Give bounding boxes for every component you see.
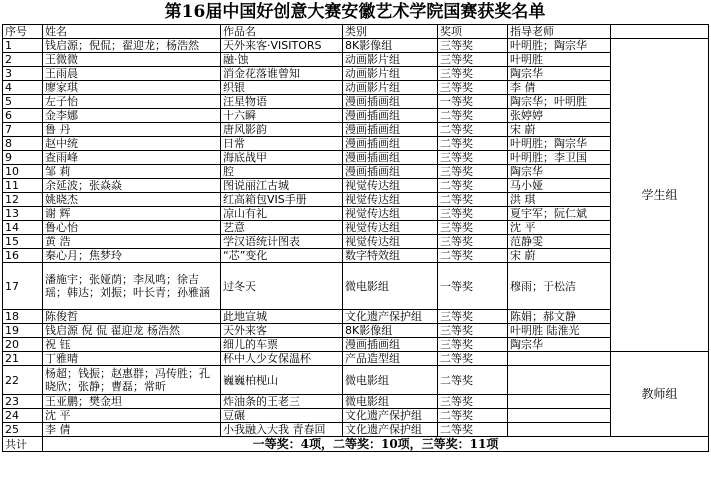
cell-work: 小我融入大我 青春回 [221, 423, 343, 437]
table-row [3, 366, 709, 395]
cell-work: 融·蚀 [221, 53, 343, 67]
cell-name: 邹 莉 [43, 165, 221, 179]
cell-category: 产品造型组 [343, 352, 438, 366]
cell-no: 19 [3, 324, 43, 338]
total-label: 共计 [3, 437, 43, 452]
cell-teacher: 李 倩 [508, 81, 611, 95]
cell-no: 13 [3, 207, 43, 221]
cell-award: 二等奖 [438, 423, 508, 437]
table-row [3, 95, 709, 109]
cell-work: 汪星物语 [221, 95, 343, 109]
cell-award: 三等奖 [438, 395, 508, 409]
cell-award: 三等奖 [438, 221, 508, 235]
cell-teacher: 叶明胜；陶宗华 [508, 137, 611, 151]
cell-category: 文化遗产保护组 [343, 310, 438, 324]
cell-no: 24 [3, 409, 43, 423]
cell-work: 海底战甲 [221, 151, 343, 165]
cell-category: 微电影组 [343, 366, 438, 395]
cell-category: 数字特效组 [343, 249, 438, 263]
table-row [3, 249, 709, 263]
cell-name: 查雨峰 [43, 151, 221, 165]
cell-category: 8K影像组 [343, 39, 438, 53]
table-row [3, 137, 709, 151]
cell-work: 炸油条的王老三 [221, 395, 343, 409]
cell-award: 三等奖 [438, 235, 508, 249]
cell-no: 25 [3, 423, 43, 437]
cell-name: 秦心月；焦梦玲 [43, 249, 221, 263]
table-row [3, 109, 709, 123]
cell-teacher: 马小娅 [508, 179, 611, 193]
cell-teacher: 沈 平 [508, 221, 611, 235]
cell-category: 视觉传达组 [343, 207, 438, 221]
cell-teacher [508, 352, 611, 366]
cell-teacher: 宋 蔚 [508, 249, 611, 263]
cell-category: 漫画插画组 [343, 123, 438, 137]
cell-teacher: 范静雯 [508, 235, 611, 249]
cell-award: 三等奖 [438, 165, 508, 179]
cell-name: 赵中统 [43, 137, 221, 151]
cell-no: 11 [3, 179, 43, 193]
cell-award: 一等奖 [438, 95, 508, 109]
cell-award: 三等奖 [438, 81, 508, 95]
cell-teacher [508, 366, 611, 395]
table-row [3, 207, 709, 221]
cell-no: 15 [3, 235, 43, 249]
cell-teacher [508, 409, 611, 423]
cell-name: 钱启源；倪侃；翟迎龙；杨浩然 [43, 39, 221, 53]
cell-name: 余延波；张焱焱 [43, 179, 221, 193]
cell-no: 6 [3, 109, 43, 123]
cell-teacher: 陈娟；郝文静 [508, 310, 611, 324]
cell-no: 12 [3, 193, 43, 207]
cell-category: 动画影片组 [343, 67, 438, 81]
cell-work: 消金花落谁曾知 [221, 67, 343, 81]
table-row [3, 324, 709, 338]
cell-teacher: 夏宇军；阮仁斌 [508, 207, 611, 221]
header-name: 姓名 [43, 25, 221, 39]
table-row [3, 221, 709, 235]
header-work: 作品名 [221, 25, 343, 39]
cell-teacher: 张婷婷 [508, 109, 611, 123]
table-row [3, 395, 709, 409]
table-row [3, 409, 709, 423]
cell-work: 织银 [221, 81, 343, 95]
table-row [3, 151, 709, 165]
cell-teacher: 洪 琪 [508, 193, 611, 207]
cell-name: 沈 平 [43, 409, 221, 423]
cell-award: 三等奖 [438, 207, 508, 221]
cell-teacher [508, 423, 611, 437]
cell-award: 三等奖 [438, 39, 508, 53]
cell-name: 陈俊哲 [43, 310, 221, 324]
cell-no: 5 [3, 95, 43, 109]
cell-work: 唐风影韵 [221, 123, 343, 137]
cell-teacher: 陶宗华 [508, 165, 611, 179]
cell-name: 姚晓杰 [43, 193, 221, 207]
header-category: 类别 [343, 25, 438, 39]
cell-teacher: 陶宗华 [508, 338, 611, 352]
cell-name: 钱启源 倪 侃 翟迎龙 杨浩然 [43, 324, 221, 338]
cell-no: 9 [3, 151, 43, 165]
cell-category: 漫画插画组 [343, 165, 438, 179]
cell-award: 二等奖 [438, 123, 508, 137]
cell-category: 视觉传达组 [343, 193, 438, 207]
cell-name: 鲁心怡 [43, 221, 221, 235]
cell-teacher: 宋 蔚 [508, 123, 611, 137]
cell-award: 一等奖 [438, 263, 508, 310]
cell-work: 学汉语统计图表 [221, 235, 343, 249]
header-group [611, 25, 709, 39]
cell-no: 18 [3, 310, 43, 324]
cell-teacher [508, 395, 611, 409]
cell-no: 16 [3, 249, 43, 263]
cell-award: 三等奖 [438, 310, 508, 324]
cell-award: 二等奖 [438, 179, 508, 193]
cell-name: 黄 浩 [43, 235, 221, 249]
cell-no: 14 [3, 221, 43, 235]
cell-name: 丁雅晴 [43, 352, 221, 366]
cell-category: 微电影组 [343, 395, 438, 409]
cell-work: 天外来客·VISITORS [221, 39, 343, 53]
cell-award: 三等奖 [438, 324, 508, 338]
cell-teacher: 叶明胜 [508, 53, 611, 67]
cell-teacher: 叶明胜 陆淮光 [508, 324, 611, 338]
cell-name: 王雨晨 [43, 67, 221, 81]
cell-category: 视觉传达组 [343, 179, 438, 193]
cell-work: 天外来客 [221, 324, 343, 338]
cell-teacher: 穆雨；于松洁 [508, 263, 611, 310]
group-teacher: 教师组 [611, 352, 709, 437]
cell-award: 二等奖 [438, 366, 508, 395]
total-summary: 一等奖：4项，二等奖：10项，三等奖：11项 [43, 437, 709, 452]
cell-work: 凉山有礼 [221, 207, 343, 221]
cell-name: 金李娜 [43, 109, 221, 123]
cell-category: 文化遗产保护组 [343, 423, 438, 437]
cell-award: 二等奖 [438, 193, 508, 207]
group-student: 学生组 [611, 39, 709, 352]
cell-work: 杯中人少女保温杯 [221, 352, 343, 366]
cell-name: 王亚鹏；樊金坦 [43, 395, 221, 409]
cell-name: 谢 辉 [43, 207, 221, 221]
cell-no: 1 [3, 39, 43, 53]
table-row [3, 165, 709, 179]
cell-no: 17 [3, 263, 43, 310]
cell-award: 三等奖 [438, 151, 508, 165]
table-row [3, 423, 709, 437]
cell-work: 腔 [221, 165, 343, 179]
cell-category: 视觉传达组 [343, 221, 438, 235]
cell-work: 豆碾 [221, 409, 343, 423]
header-row [3, 25, 709, 39]
cell-no: 23 [3, 395, 43, 409]
cell-teacher: 叶明胜；陶宗华 [508, 39, 611, 53]
cell-teacher: 陶宗华；叶明胜 [508, 95, 611, 109]
table-row [3, 123, 709, 137]
cell-work: 巍巍柏枧山 [221, 366, 343, 395]
cell-award: 三等奖 [438, 338, 508, 352]
table-row [3, 67, 709, 81]
cell-category: 微电影组 [343, 263, 438, 310]
cell-category: 漫画插画组 [343, 95, 438, 109]
cell-no: 3 [3, 67, 43, 81]
cell-category: 漫画插画组 [343, 137, 438, 151]
cell-award: 三等奖 [438, 53, 508, 67]
cell-award: 二等奖 [438, 409, 508, 423]
cell-name: 潘施宇；张娅荫；李凤鸣；徐吉瑶；韩达；刘振；叶长青；孙雅涵 [43, 263, 221, 310]
cell-name: 廖家琪 [43, 81, 221, 95]
cell-work: 过冬天 [221, 263, 343, 310]
cell-no: 21 [3, 352, 43, 366]
cell-category: 漫画插画组 [343, 151, 438, 165]
cell-name: 祝 钰 [43, 338, 221, 352]
cell-no: 4 [3, 81, 43, 95]
page-title: 第16届中国好创意大赛安徽艺术学院国赛获奖名单 [164, 2, 546, 22]
table-row [3, 352, 709, 366]
cell-work: 细儿的车票 [221, 338, 343, 352]
table-row [3, 235, 709, 249]
cell-work: 图说丽江古城 [221, 179, 343, 193]
table-row [3, 179, 709, 193]
cell-category: 动画影片组 [343, 53, 438, 67]
table-row [3, 53, 709, 67]
cell-no: 2 [3, 53, 43, 67]
cell-award: 二等奖 [438, 109, 508, 123]
cell-award: 二等奖 [438, 137, 508, 151]
cell-teacher: 叶明胜；李卫国 [508, 151, 611, 165]
cell-work: 艺意 [221, 221, 343, 235]
cell-no: 7 [3, 123, 43, 137]
cell-no: 8 [3, 137, 43, 151]
cell-category: 8K影像组 [343, 324, 438, 338]
table-row [3, 81, 709, 95]
cell-name: 李 倩 [43, 423, 221, 437]
award-table [2, 24, 709, 452]
table-row [3, 310, 709, 324]
cell-name: 王微微 [43, 53, 221, 67]
table-row [3, 263, 709, 310]
cell-work: 红高箱包VIS手册 [221, 193, 343, 207]
cell-name: 左子怡 [43, 95, 221, 109]
cell-no: 22 [3, 366, 43, 395]
table-row [3, 338, 709, 352]
header-award: 奖项 [438, 25, 508, 39]
cell-category: 漫画插画组 [343, 109, 438, 123]
cell-category: 漫画插画组 [343, 338, 438, 352]
cell-award: 二等奖 [438, 249, 508, 263]
cell-teacher: 陶宗华 [508, 67, 611, 81]
cell-category: 文化遗产保护组 [343, 409, 438, 423]
cell-work: “芯”变化 [221, 249, 343, 263]
cell-name: 鲁 丹 [43, 123, 221, 137]
cell-no: 10 [3, 165, 43, 179]
table-row [3, 39, 709, 53]
cell-award: 二等奖 [438, 352, 508, 366]
cell-award: 三等奖 [438, 67, 508, 81]
cell-name: 杨超；钱振；赵惠群；冯传胜；孔晓欣；张静；曹磊；常昕 [43, 366, 221, 395]
cell-work: 此地宣城 [221, 310, 343, 324]
cell-no: 20 [3, 338, 43, 352]
cell-work: 十六瞬 [221, 109, 343, 123]
header-teacher: 指导老师 [508, 25, 611, 39]
total-row [3, 437, 709, 452]
table-row [3, 193, 709, 207]
cell-category: 动画影片组 [343, 81, 438, 95]
header-no: 序号 [3, 25, 43, 39]
cell-work: 日常 [221, 137, 343, 151]
cell-category: 视觉传达组 [343, 235, 438, 249]
